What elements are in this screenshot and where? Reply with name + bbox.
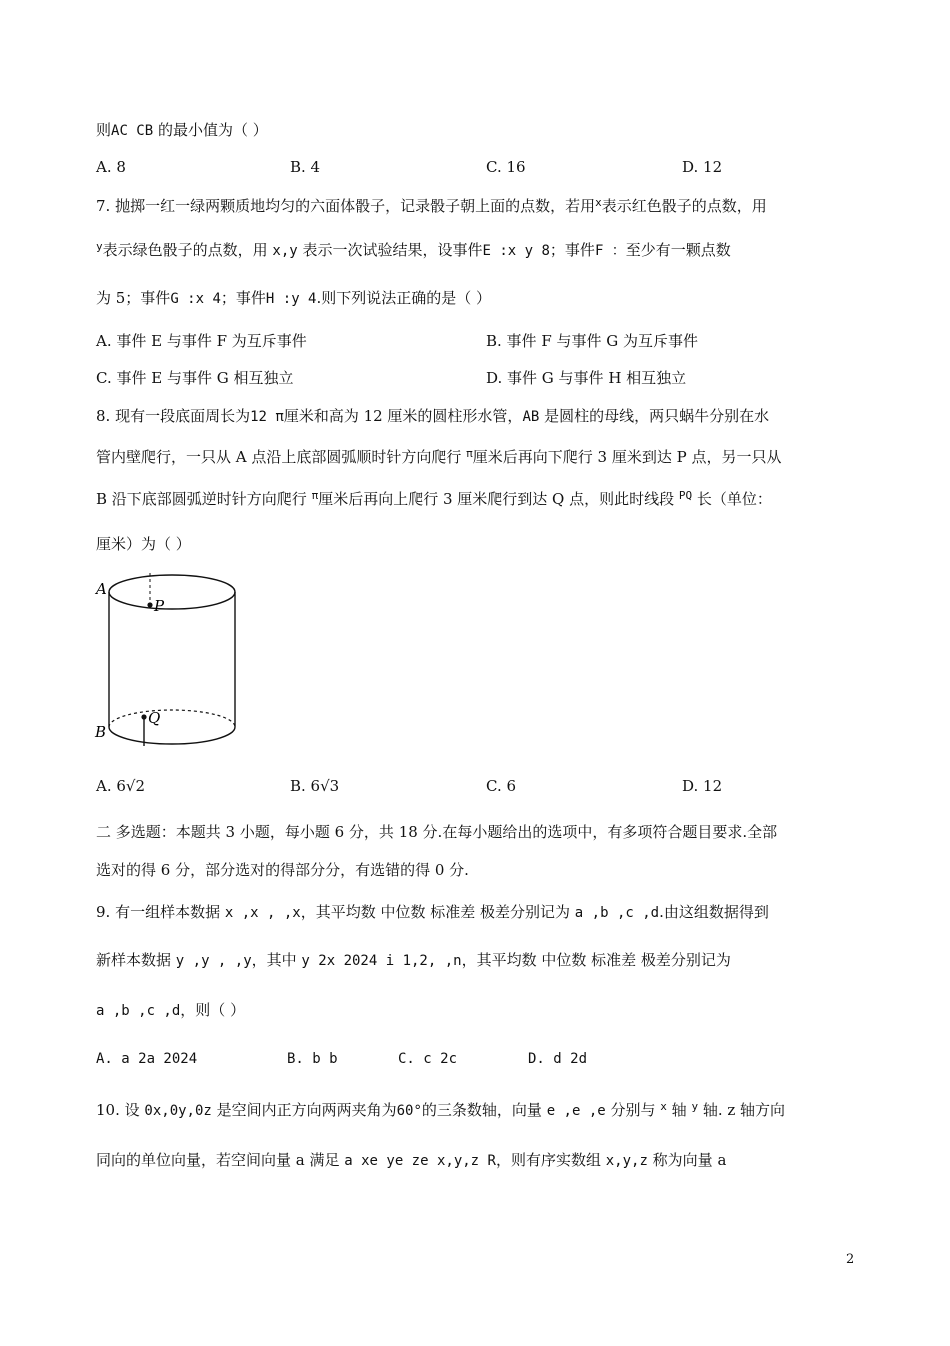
cylinder-top-ellipse [109, 575, 235, 609]
q7-option-c: C. 事件 E 与事件 G 相互独立 [96, 369, 294, 387]
q7-line-3: 为 5；事件G :x 4；事件H :y 4.则下列说法正确的是（ ） [96, 289, 492, 307]
point-q [141, 714, 146, 719]
cylinder-bottom-front [109, 727, 235, 744]
q6-prefix: 则 [96, 121, 112, 139]
q6-option-a: A. 8 [96, 158, 126, 176]
q9-option-c: C. c 2c [398, 1051, 458, 1067]
q9-line-3: a ,b ,c ,d，则（ ） [96, 1001, 246, 1019]
q10-line-2: 同向的单位向量，若空间向量 a 满足 a xe ye ze x,y,z R，则有序实数组 x,y,z 称为向量 a [96, 1151, 727, 1169]
point-p [147, 602, 152, 607]
q7-line-1: 7. 抛掷一红一绿两颗质地均匀的六面体骰子，记录骰子朝上面的点数，若用$^x$表示红色骰子的点数，用 [96, 196, 767, 215]
q9-line-2: 新样本数据 y ,y , ,y，其中 y 2x 2024 i 1,2, ,n，其平均数 中位数 标准差 极差分别记为 [96, 951, 731, 969]
page-number: 2 [846, 1252, 855, 1267]
q6-tail [96, 120, 268, 141]
q8-option-d: D. 12 [682, 777, 723, 795]
q9-option-a: A. a 2a 2024 [96, 1051, 198, 1067]
q9-option-d: D. d 2d [528, 1051, 588, 1067]
q6-option-d: D. 12 [682, 158, 723, 176]
q6-expression: AC CB [111, 123, 154, 139]
q8-line-2: 管内壁爬行，一只从 A 点沿上底部圆弧顺时针方向爬行 $^\pi$厘米后再向下爬行 3 厘米到达 P 点，另一只从 [96, 447, 782, 466]
q9-line-1: 9. 有一组样本数据 x ,x , ,x，其平均数 中位数 标准差 极差分别记为 a ,b ,c ,d.由这组数据得到 [96, 903, 769, 921]
q6-option-c: C. 16 [486, 158, 526, 176]
q10-line-1: 10. 设 0x,0y,0z 是空间内正方向两两夹角为60°的三条数轴，向量 e ,e ,e 分别与 $^x$ 轴 $^y$ 轴. z 轴方向 [96, 1100, 786, 1119]
cylinder-figure [92, 562, 252, 762]
q7-option-d: D. 事件 G 与事件 H 相互独立 [486, 369, 687, 387]
section-2-line-2: 选对的得 6 分，部分选对的得部分分，有选错的得 0 分. [96, 861, 469, 879]
cylinder-bottom-back [109, 710, 235, 727]
q6-suffix: 的最小值为（ ） [153, 121, 268, 139]
q8-line-1: 8. 现有一段底面周长为12 π厘米和高为 12 厘米的圆柱形水管，AB 是圆柱的母线，两只蜗牛分别在水 [96, 407, 770, 425]
q8-option-b: B. 6√3 [290, 777, 340, 795]
q8-option-c: C. 6 [486, 777, 517, 795]
q9-option-b: B. b b [287, 1051, 338, 1067]
q7-option-b: B. 事件 F 与事件 G 为互斥事件 [486, 332, 699, 350]
q7-option-a: A. 事件 E 与事件 F 为互斥事件 [96, 332, 307, 350]
q6-option-b: B. 4 [290, 158, 321, 176]
q8-option-a: A. 6√2 [96, 777, 146, 795]
label-a: A [96, 580, 107, 598]
label-q: Q [148, 709, 161, 727]
q7-line-2: $^y$表示绿色骰子的点数，用 x,y 表示一次试验结果，设事件E :x y 8；事件F ：至少有一颗点数 [96, 240, 731, 259]
label-p: P [154, 597, 165, 615]
q8-line-3: B 沿下底部圆弧逆时针方向爬行 $^\pi$厘米后再向上爬行 3 厘米爬行到达 Q 点，则此时线段 $^{PQ}$ 长（单位： [96, 489, 772, 508]
section-2-line-1: 二 多选题：本题共 3 小题，每小题 6 分，共 18 分.在每小题给出的选项中，有多项符合题目要求.全部 [96, 823, 778, 841]
label-b: B [95, 723, 107, 741]
q8-line-4: 厘米）为（ ） [96, 535, 191, 553]
